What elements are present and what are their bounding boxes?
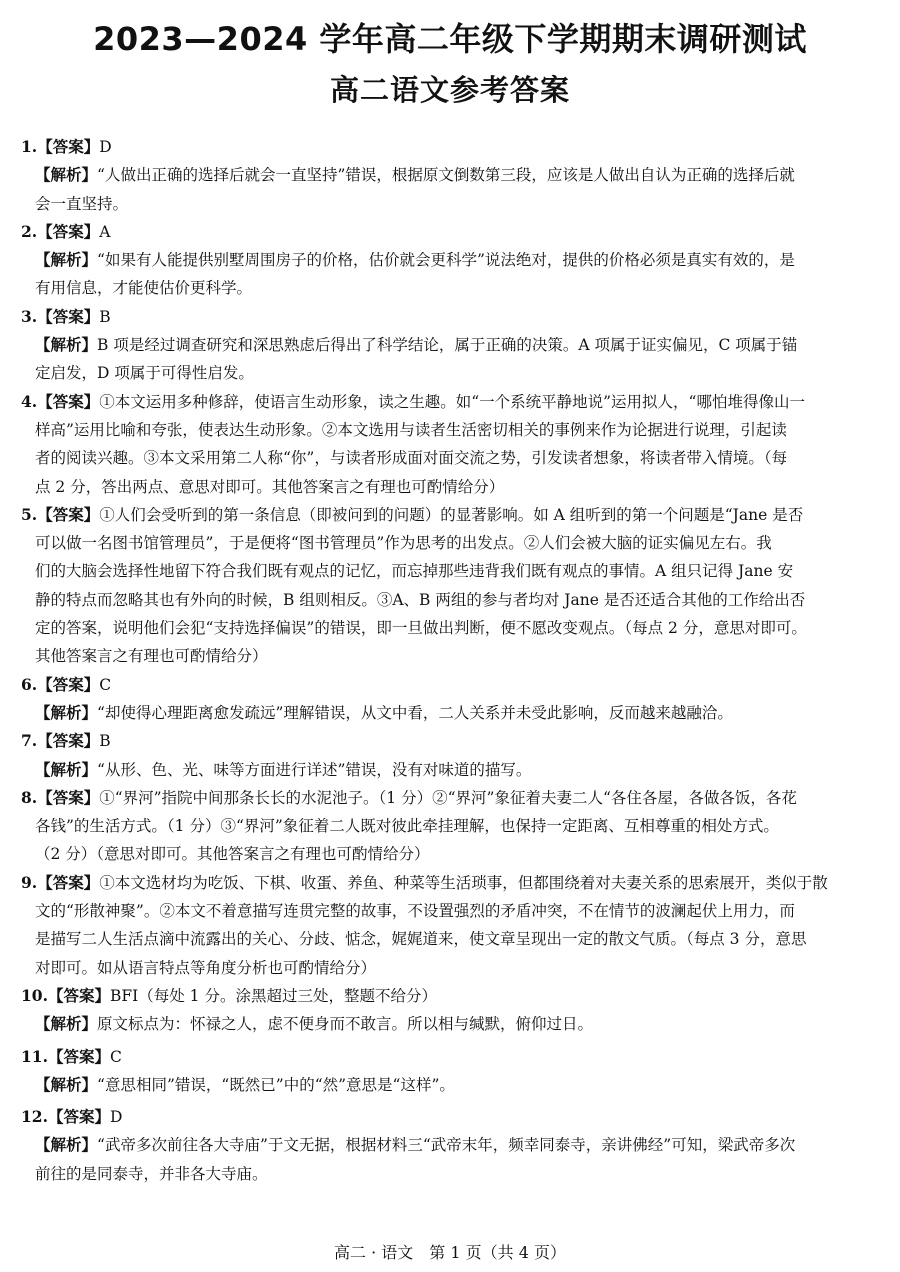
explain-line: 会一直坚持。: [35, 194, 129, 213]
explain-line: “如果有人能提供别墅周围房子的价格，估价就会更科学”说法绝对，提供的价格必须是真实有效的，是: [97, 251, 795, 270]
answer-tag: 【答案】: [47, 985, 110, 1005]
explain-line: B 项是经过调查研究和深思熟虑后得出了科学结论，属于正确的决策。A 项属于证实偏见，C 项属于锚: [97, 336, 798, 355]
answer-tag: 【答案】: [37, 306, 100, 326]
question-number: 8.: [21, 787, 38, 807]
answer-line: 是描写二人生活点滴中流露出的关心、分歧、惦念，娓娓道来，使文章呈现出一定的散文气质。（每点 3 分，意思: [35, 930, 807, 949]
answer-tag: 【答案】: [37, 137, 100, 156]
question-number: 4.: [21, 391, 38, 411]
explain-tag: 【解析】: [35, 165, 98, 185]
answer-tag: 【答案】: [37, 391, 100, 411]
question-7: [21, 727, 881, 784]
question-number: 2.: [21, 221, 38, 241]
question-number: 12.: [21, 1107, 48, 1127]
question-number: 9.: [21, 872, 38, 892]
answer-value: BFI（每处 1 分。涂黑超过三处，整题不给分）: [109, 986, 437, 1005]
explain-line: “却使得心理距离愈发疏远”理解错误，从文中看，二人关系并未受此影响，反而越来越融洽。: [97, 703, 733, 722]
explain-tag: 【解析】: [35, 250, 98, 270]
page-subtitle: 高二语文参考答案: [329, 73, 570, 107]
answer-value: C: [109, 1047, 122, 1066]
answer-tag: 【答案】: [37, 504, 100, 524]
question-number: 3.: [21, 306, 38, 326]
question-10: [21, 982, 881, 1039]
question-number: 1.: [21, 137, 38, 156]
question-1: [21, 133, 881, 218]
answer-line: 对即可。如从语言特点等角度分析也可酌情给分）: [35, 958, 377, 977]
explain-tag: 【解析】: [35, 702, 98, 722]
explain-line: “意思相同”错误，“既然已”中的“然”意思是“这样”。: [97, 1075, 455, 1094]
question-5: [21, 501, 881, 671]
answer-line: 文的“形散神聚”。②本文不着意描写连贯完整的故事，不设置强烈的矛盾冲突，不在情节的波澜起伏上用力，而: [35, 902, 795, 921]
question-3: [21, 303, 881, 388]
question-number: 5.: [21, 504, 38, 524]
answer-line: 们的大脑会选择性地留下符合我们既有观点的记忆，而忘掉那些违背我们既有观点的事情。A 组只记得 Jane 安: [35, 562, 794, 581]
explain-line: “从形、色、光、味等方面进行详述”错误，没有对味道的描写。: [97, 760, 532, 779]
explain-line: “人做出正确的选择后就会一直坚持”错误，根据原文倒数第三段，应该是人做出自认为正确的选择后就: [97, 166, 795, 185]
answer-value: D: [99, 138, 112, 156]
explain-line: 有用信息，才能使估价更科学。: [35, 279, 253, 298]
question-6: [21, 671, 881, 728]
answer-line: 可以做一名图书馆管理员”，于是便将“图书管理员”作为思考的出发点。②人们会被大脑的证实偏见左右。我: [35, 534, 772, 553]
explain-tag: 【解析】: [35, 1014, 98, 1034]
question-4: [21, 388, 881, 501]
answer-line: 样高”运用比喻和夸张，使表达生动形象。②本文选用与读者生活密切相关的事例来作为论据进行说理，引起读: [35, 420, 787, 439]
question-2: [21, 218, 881, 303]
question-number: 10.: [21, 985, 48, 1005]
question-number: 11.: [21, 1046, 48, 1066]
explain-tag: 【解析】: [35, 759, 98, 779]
answer-line: ①本文选材均为吃饭、下棋、收蛋、养鱼、种菜等生活琐事，但都围绕着对夫妻关系的思索展开，类似于散: [99, 873, 828, 892]
question-9: [21, 869, 881, 982]
answer-line: 定的答案，说明他们会犯“支持选择偏误”的错误，即一旦做出判断，便不愿改变观点。（每点 2 分，意思对即可。: [35, 619, 807, 638]
answer-tag: 【答案】: [47, 1046, 110, 1066]
answer-line: （2 分）（意思对即可。其他答案言之有理也可酌情给分）: [35, 845, 430, 864]
explain-line: 原文标点为：怀禄之人，虑不便身而不敢言。所以相与缄默，俯仰过日。: [97, 1015, 594, 1034]
answer-line: 点 2 分，答出两点、意思对即可。其他答案言之有理也可酌情给分）: [35, 477, 505, 496]
answer-list: [21, 133, 881, 1188]
answer-value: D: [109, 1108, 123, 1127]
question-number: 7.: [21, 731, 38, 751]
answer-tag: 【答案】: [37, 872, 100, 892]
answer-line: 各钱”的生活方式。（1 分）③“界河”象征着二人既对彼此牵挂理解，也保持一定距离、互相尊重的相处方式。: [35, 817, 779, 836]
answer-value: B: [99, 732, 111, 751]
explain-tag: 【解析】: [35, 1135, 98, 1155]
answer-line: 者的阅读兴趣。③本文采用第二人称“你”，与读者形成面对面交流之势，引发读者想象，将读者带入情境。（每: [35, 449, 788, 468]
question-12: [21, 1103, 881, 1188]
question-11: [21, 1043, 881, 1100]
answer-tag: 【答案】: [37, 674, 100, 694]
answer-line: ①本文运用多种修辞，使语言生动形象，读之生趣。如“一个系统平静地说”运用拟人，“哪怕堆得像山一: [99, 392, 805, 411]
answer-line: ①“界河”指院中间那条长长的水泥池子。（1 分）②“界河”象征着夫妻二人“各住各屋，各做各饭，各花: [99, 788, 797, 807]
explain-tag: 【解析】: [35, 335, 98, 355]
answer-line: 静的特点而忽略其也有外向的时候，B 组则相反。③A、B 两组的参与者均对 Jane 是否还适合其他的工作给出否: [35, 590, 806, 609]
explain-line: 前往的是同泰寺，并非各大寺庙。: [35, 1164, 268, 1183]
answer-tag: 【答案】: [47, 1107, 110, 1127]
answer-tag: 【答案】: [37, 221, 100, 241]
answer-value: C: [99, 675, 112, 694]
page-footer: 高二 · 语文 第 1 页（共 4 页）: [334, 1243, 566, 1262]
answer-line: ①人们会受听到的第一条信息（即被问到的问题）的显著影响。如 A 组听到的第一个问题是“Jane 是否: [99, 505, 804, 524]
question-8: [21, 784, 881, 869]
answer-line: 其他答案言之有理也可酌情给分）: [35, 647, 268, 666]
explain-line: “武帝多次前往各大寺庙”于文无据，根据材料三“武帝末年，频幸同泰寺，亲讲佛经”可知，梁武帝多次: [97, 1136, 796, 1155]
explain-line: 定启发，D 项属于可得性启发。: [35, 364, 254, 383]
question-number: 6.: [21, 674, 38, 694]
answer-tag: 【答案】: [37, 787, 100, 807]
answer-value: B: [99, 307, 111, 326]
page-title: 2023—2024 学年高二年级下学期期末调研测试: [93, 20, 807, 58]
answer-value: A: [99, 222, 111, 241]
answer-tag: 【答案】: [37, 731, 100, 751]
explain-tag: 【解析】: [35, 1074, 98, 1094]
